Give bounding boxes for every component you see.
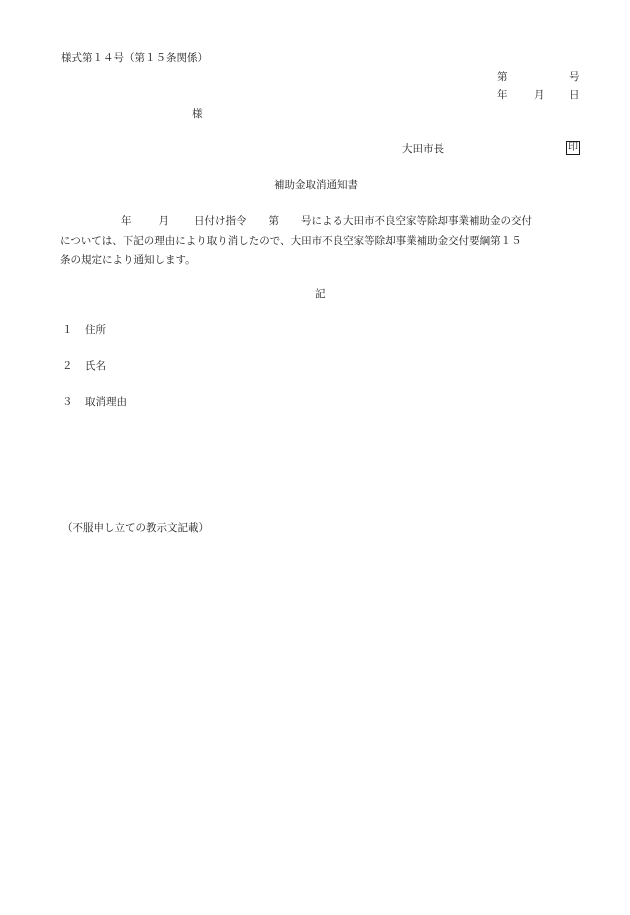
- doc-number-go: 号: [569, 71, 580, 83]
- item-reason-label: 取消理由: [85, 396, 127, 408]
- form-number: 様式第１４号（第１５条関係）: [61, 52, 208, 64]
- document-title: 補助金取消通知書: [274, 179, 358, 191]
- ki-heading: 記: [315, 288, 326, 300]
- date-month: 月: [534, 89, 545, 101]
- recipient-honorific: 様: [192, 108, 203, 120]
- item-name-label: 氏名: [85, 360, 106, 372]
- body-year: 年: [121, 215, 132, 227]
- item-name-num: ２: [62, 360, 73, 372]
- body-line-1-rest: 号による大田市不良空家等除却事業補助金の交付: [301, 215, 532, 227]
- seal-stamp: 印: [568, 142, 578, 153]
- body-month: 月: [158, 215, 169, 227]
- body-line-2: については、下記の理由により取り消したので、大田市不良空家等除却事業補助金交付要綱第１５: [60, 234, 522, 247]
- body-dai: 第: [268, 215, 279, 227]
- item-address-label: 住所: [85, 324, 106, 336]
- item-reason-num: ３: [62, 396, 73, 408]
- issuer-name: 大田市長: [402, 143, 444, 155]
- body-line-1: [60, 212, 585, 232]
- body-day-designation: 日付け指令: [194, 215, 247, 227]
- body-text: [60, 212, 585, 271]
- item-address-num: １: [62, 324, 73, 336]
- date-year: 年: [497, 89, 508, 101]
- body-line-3: 条の規定により通知します。: [60, 254, 196, 266]
- date-day: 日: [569, 89, 580, 101]
- appeal-note: （不服申し立ての教示文記載）: [62, 522, 209, 534]
- doc-number-dai: 第: [497, 71, 508, 83]
